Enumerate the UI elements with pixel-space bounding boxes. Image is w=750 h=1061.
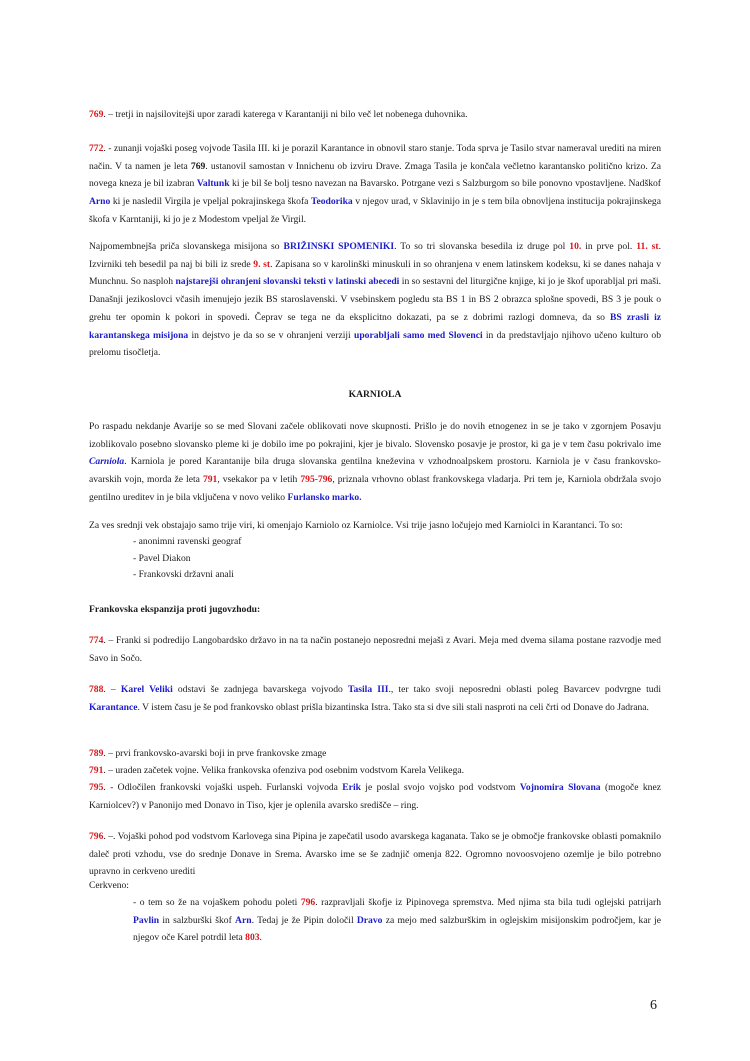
paragraph-769: 769. – tretji in najsilovitejši upor zaradi katerega v Karantaniji ni bilo več let nobenega duhovnika. (89, 109, 468, 120)
paragraph-796: 796. –. Vojaški pohod pod vodstvom Karlovega sina Pipina je zapečatil usodo avarskega kaganata. Tako se je območje frankovske oblasti pomaknilo daleč proti vzhodu, vse do srednje Donave in Srema. Avarsko ime se še zadnjič omenja 822. Ogromno novoosvojeno ozemlje je bilo potrebno upravno in cerkveno urediti (89, 831, 661, 878)
name-teodorika: Teodorika (310, 196, 353, 208)
list-item: - Frankovski državni anali (133, 569, 234, 580)
label-cerkveno: Cerkveno: (89, 880, 129, 891)
section-heading-karniola: KARNIOLA (348, 389, 402, 400)
year-772: 772 (89, 143, 104, 154)
section-heading-frankovska: Frankovska ekspanzija proti jugovzhodu: (89, 604, 261, 615)
paragraph-791: 791. – uraden začetek vojne. Velika frankovska ofenziva pod osebnim vodstvom Karela Velikega. (89, 765, 465, 776)
term-brizinski-spomeniki: BRIŽINSKI SPOMENIKI (283, 241, 395, 252)
paragraph-cerkveno-item: - o tem so že na vojaškem pohodu poleti 796. razpravljali škofje iz Pipinovega spremstva. Med njima sta bila tudi oglejski patrijarh Pavlin in salzburški škof Arn. Tedaj je že Pipin določil Dravo za mejo med salzburškim in oglejskim misijonskim področjem, kar je njegov oče Karel potrdil leta 803. (133, 897, 661, 944)
term-carniola: Carniola (89, 456, 125, 468)
paragraph-sources: Za ves srednji vek obstajajo samo trije viri, ki omenjajo Karniolo oz Karniolce. Vsi trije jasno ločujejo med Karniolci in Karantanci. To so: (89, 520, 623, 531)
name-valtunk: Valtunk (196, 178, 230, 190)
paragraph-774: 774. – Franki si podredijo Langobardsko državo in na ta način postanejo neposredni mejaši z Avari. Meja med dvema silama postane razvodje med Savo in Sočo. (89, 635, 661, 664)
paragraph-brizinski: Najpomembnejša priča slovanskega misijona so BRIŽINSKI SPOMENIKI. To so tri slovanska besedila iz druge pol 10. in prve pol. 11. st. Izvirniki teh besedil pa naj bi bili iz srede 9. st. Zapisana so v karolinški minuskuli in so ohranjena v enem latinskem kodeksu, ki se danes nahaja v Munchnu. So nasploh najstarejši ohranjeni slovanski teksti v latinski abecedi in so sestavni del liturgične knjige, ki jo je škof uporabljal pri maši. Današnji jezikoslovci včasih imenujejo jezik BS staroslavenski. V vsebinskem pogledu sta BS 1 in BS 2 obrazca splošne spovedi, BS 3 je pouk o grehu ter opomin k pokori in spovedi. Čeprav se tega ne da eksplicitno dokazati, pa se z dobrimi razlogi domneva, da so BS zrasli iz karantanskega misijona in dejstvo je da so se v ohranjeni verziji uporabljali samo med Slovenci in da predstavljajo njihovo učeno kulturo ob prelomu tisočletja. (89, 241, 662, 359)
paragraph-795: 795. - Odločilen frankovski vojaški uspeh. Furlanski vojvoda Erik je poslal svojo vojsko pod vodstvom Vojnomira Slovana (mogoče knez Karniolcev?) v Panonijo med Donavo in Tiso, kjer je oplenila avarsko središče – ring. (89, 782, 661, 811)
list-item: - Pavel Diakon (133, 553, 191, 564)
paragraph-karniola: Po raspadu nekdanje Avarije so se med Slovani začele oblikovati nove skupnosti. Prišlo je do novih etnogenez in se je tako v zgornjem Posavju izoblikovalo posebno slovansko pleme ki je dobilo ime po pokrajini, kjer je bivalo. Slovensko posavje je prostor, ki ga je v tem času pokrivalo ime Carniola. Karniola je pored Karantanije bila druga slovanska gentilna kneževina v vzhodnoalpskem prostoru. Karniola je v času frankovsko-avarskih vojn, morda že leta 791, vsekakor pa v letih 795-796, priznala vrhovno oblast frankovskega vladarja. Pri tem je, Karniola obdržala svojo gentilno ureditev in je bila vključena v novo veliko Furlansko marko. (89, 421, 661, 503)
list-item: - anonimni ravenski geograf (133, 536, 242, 547)
paragraph-772: 772. - zunanji vojaški poseg vojvode Tasila III. ki je porazil Karantance in obnovil staro stanje. Toda sprva je Tasilo stvar nameraval urediti na miren način. V ta namen je leta 769. ustanovil samostan v Innichenu ob izviru Drave. Zmaga Tasila je končala večletno karantansko politično krizo. Za novega kneza je bil izabran Valtunk ki je bil še bolj tesno navezan na Bavarsko. Potrgane vezi s Salzburgom so bile ponovno vpostavljene. Nadškof Arno ki je nasledil Virgila je vpeljal pokrajinskega škofa Teodorika v njegov urad, v Sklavinijo in je s tem bila obnovljena institucija pokrajinskega škofa v Karntaniji, ki jo je z Modestom vpeljal že Virgil. (89, 143, 661, 225)
paragraph-788: 788. – Karel Veliki odstavi še zadnjega bavarskega vojvodo Tasila III., ter tako svoji neposredni oblasti poleg Bavarcev podvrgne tudi Karantance. V istem času je še pod frankovsko oblast prišla bizantinska Istra. Tako sta si dve sili stali nasproti na celi črti od Donave do Jadrana. (89, 684, 662, 713)
page-number: 6 (650, 998, 657, 1013)
term-furlansko-marko: Furlansko marko. (287, 491, 362, 503)
year-769: 769 (89, 109, 104, 120)
name-arno: Arno (89, 196, 111, 208)
paragraph-789: 789. – prvi frankovsko-avarski boji in prve frankovske zmage (89, 748, 327, 759)
